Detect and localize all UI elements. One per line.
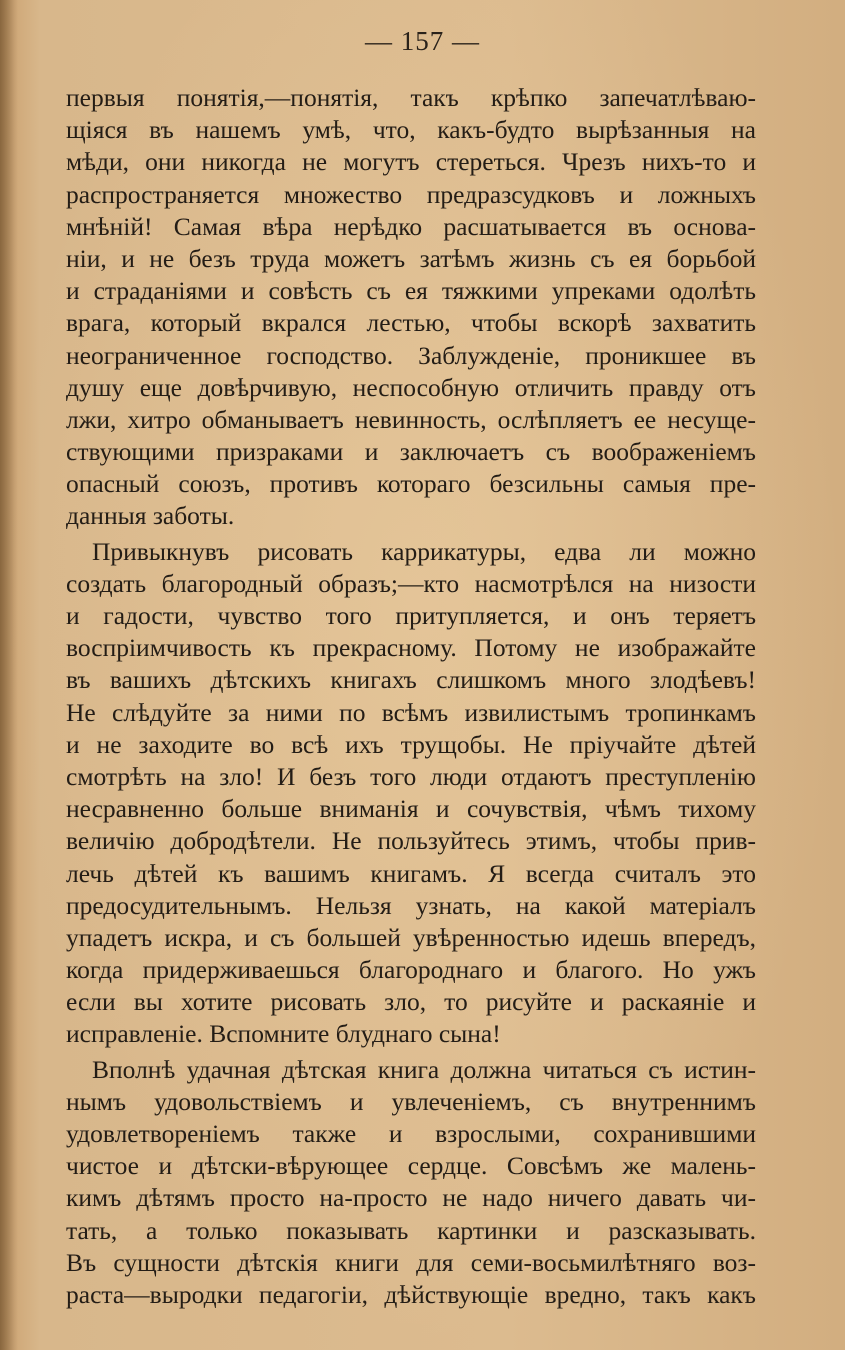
text-line: лечь дѣтей къ вашимъ книгамъ. Я всегда считалъ это (66, 858, 756, 888)
text-line: щіяся въ нашемъ умѣ, что, какъ-будто вырѣзанныя на (66, 115, 756, 145)
text-line: смотрѣть на зло! И безъ того люди отдаютъ преступленію (66, 761, 756, 791)
text-line: въ вашихъ дѣтскихъ книгахъ слишкомъ много злодѣевъ! (66, 665, 756, 695)
text-line: создать благородный образъ;—кто насмотрѣлся на низости (66, 568, 756, 598)
text-line: Привыкнувъ рисовать каррикатуры, едва ли можно (92, 536, 756, 566)
text-line: удовлетвореніемъ также и взрослыми, сохранившими (66, 1119, 756, 1148)
text-line: лжи, хитро обманываетъ невинность, ослѣпляетъ ее несуще- (66, 404, 756, 434)
text-line: данныя заботы. (66, 501, 235, 531)
text-line: Въ сущности дѣтскія книги для семи-восьмилѣтняго воз- (66, 1247, 756, 1277)
text-line: нымъ удовольствіемъ и увлеченіемъ, съ внутреннимъ (66, 1086, 756, 1116)
text-line: мѣди, они никогда не могутъ стереться. Чрезъ нихъ-то и (66, 147, 756, 177)
text-line: душу еще довѣрчивую, неспособную отличить правду отъ (66, 372, 756, 402)
text-line: первыя понятія,—понятія, такъ крѣпко запечатлѣваю- (66, 83, 756, 112)
text-line: чистое и дѣтски-вѣрующее сердце. Совсѣмъ же малень- (66, 1151, 756, 1181)
text-line: и гадости, чувство того притупляется, и онъ теряетъ (66, 601, 756, 630)
paragraph-2 (66, 536, 756, 1051)
text-line: опасный союзъ, противъ котораго безсильны самыя пре- (66, 469, 756, 499)
text-line: кимъ дѣтямъ просто на-просто не надо ничего давать чи- (66, 1183, 756, 1213)
paragraph-1 (66, 82, 756, 533)
text-line: Вполнѣ удачная дѣтская книга должна читаться съ истин- (92, 1054, 756, 1084)
text-line: Не слѣдуйте за ними по всѣмъ извилистымъ тропинкамъ (66, 697, 756, 727)
text-line: несравненно больше вниманія и сочувствія, чѣмъ тихому (66, 794, 756, 824)
text-line: ніи, и не безъ труда можетъ затѣмъ жизнь съ ея борьбой (66, 243, 756, 273)
text-line: если вы хотите рисовать зло, то рисуйте и раскаяніе и (66, 987, 756, 1017)
text-line: раста—выродки педагогіи, дѣйствующіе вредно, такъ какъ (66, 1279, 756, 1309)
text-line: и не заходите во всѣ ихъ трущобы. Не пріучайте дѣтей (66, 729, 756, 759)
text-line: исправленіе. Вспомните блуднаго сына! (66, 1019, 501, 1049)
text-line: воспріимчивость къ прекрасному. Потому не изображайте (66, 633, 756, 663)
text-line: мнѣній! Самая вѣра нерѣдко расшатывается въ основа- (66, 211, 756, 241)
text-line: когда придерживаешься благороднаго и благого. Но ужъ (66, 955, 756, 985)
text-line: ствующими призраками и заключаетъ съ воображеніемъ (66, 437, 756, 467)
body-text (66, 82, 756, 1311)
text-line: врага, который вкрался лестью, чтобы вскорѣ захватить (66, 308, 756, 338)
text-line: распространяется множество предразсудковъ и ложныхъ (66, 179, 756, 209)
text-line: величію добродѣтели. Не пользуйтесь этимъ, чтобы прив- (66, 826, 756, 856)
text-line: тать, а только показывать картинки и разсказывать. (66, 1215, 756, 1245)
paragraph-3 (66, 1054, 756, 1312)
spine-shadow (0, 0, 18, 1350)
page-number: — 157 — (365, 26, 480, 56)
text-line: и страданіями и совѣсть съ ея тяжкими упреками одолѣть (66, 276, 756, 306)
text-line: неограниченное господство. Заблужденіе, проникшее въ (66, 340, 756, 370)
text-line: упадетъ искра, и съ большей увѣренностью идешь впередъ, (66, 922, 756, 952)
text-line: предосудительнымъ. Нельзя узнать, на какой матеріалъ (66, 890, 756, 920)
